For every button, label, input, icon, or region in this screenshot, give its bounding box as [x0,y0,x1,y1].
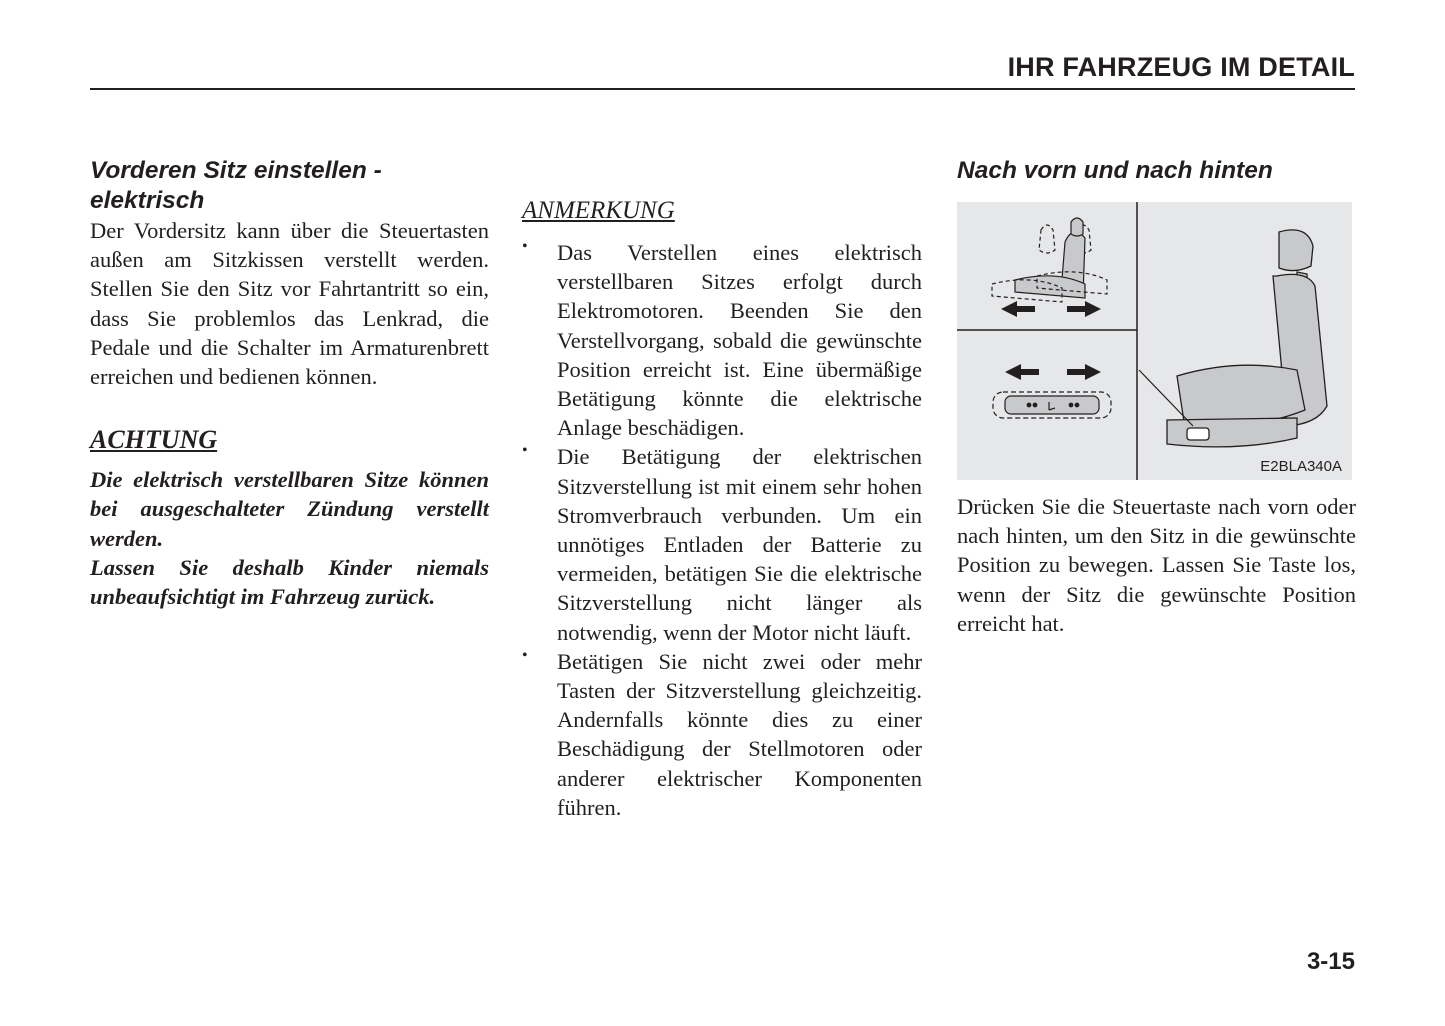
seat-position-diagram [992,218,1107,302]
note-title: ANMERKUNG [522,197,675,224]
note-bullet-text: Die Betätigung der elektrischen Sitzverstellung ist mit einem sehr hohen Stromverbrauch verbunden. Um ein unnötiges Entladen der Batterie zu vermeiden, betätigen Sie die elektrische Sitzverstellung nicht länger als notwendig, wenn der Motor nicht läuft. [557,444,922,645]
seat-switch-diagram [993,392,1111,418]
warning-title: ACHTUNG [90,425,218,455]
middle-column [522,196,930,822]
note-bullet-text: Betätigen Sie nicht zwei oder mehr Tasten der Sitzverstellung gleichzeitig. Andernfalls könnte dies zu einer Beschädigung der Stellmotoren oder anderer elektrischer Komponenten führen. [557,648,922,820]
arrows-top [1001,301,1101,317]
subsection-heading: Nach vorn und nach hinten [957,157,1273,184]
page-header-title: IHR FAHRZEUG IM DETAIL [1007,52,1355,82]
note-bullet-item [522,647,930,822]
note-bullet-item [522,238,930,442]
bullet-symbol: • [522,442,528,460]
large-seat-drawing [1139,230,1327,447]
section-heading-line1: Vorderen Sitz einstellen - [90,157,382,184]
bullet-symbol: • [522,646,528,664]
page-number: 3-15 [1306,948,1355,975]
seat-illustration [957,202,1352,480]
note-bullet-text: Das Verstellen eines elektrisch verstellbaren Sitzes erfolgt durch Elektromotoren. Beenden Sie den Verstellvorgang, sobald die gewünschte Position erreicht ist. Eine übermäßige Betätigung könnte die elektrische Anlage beschädigen. [557,240,922,441]
instruction-paragraph: Drücken Sie die Steuertaste nach vorn oder nach hinten, um den Sitz in die gewünschte Position zu bewegen. Lassen Sie Taste los, wenn der Sitz die gewünschte Position erreicht hat. [957,494,1356,636]
bullet-symbol: • [522,238,528,255]
section-heading-line2: elektrisch [90,187,205,214]
left-column [90,156,489,611]
seat-adjustment-figure [957,202,1352,480]
note-bullet-item [522,442,930,646]
arrows-bottom [1005,364,1101,380]
figure-code-label: E2BLA340A [1260,458,1342,475]
header-divider [90,88,1355,90]
warning-paragraph-2: Lassen Sie deshalb Kinder niemals unbeaufsichtigt im Fahrzeug zurück. [90,554,489,610]
section-heading [90,156,489,216]
warning-paragraph-1: Die elektrisch verstellbaren Sitze können bei ausgeschalteter Zündung verstellt werden. [90,467,489,551]
intro-paragraph: Der Vordersitz kann über die Steuertasten außen am Sitzkissen verstellt werden. Stellen Sie den Sitz vor Fahrtantritt so ein, dass Sie problemlos das Lenkrad, die Pedale und die Schalter im Armaturenbrett erreichen und bedienen können. [90,218,489,390]
right-column [957,156,1356,638]
